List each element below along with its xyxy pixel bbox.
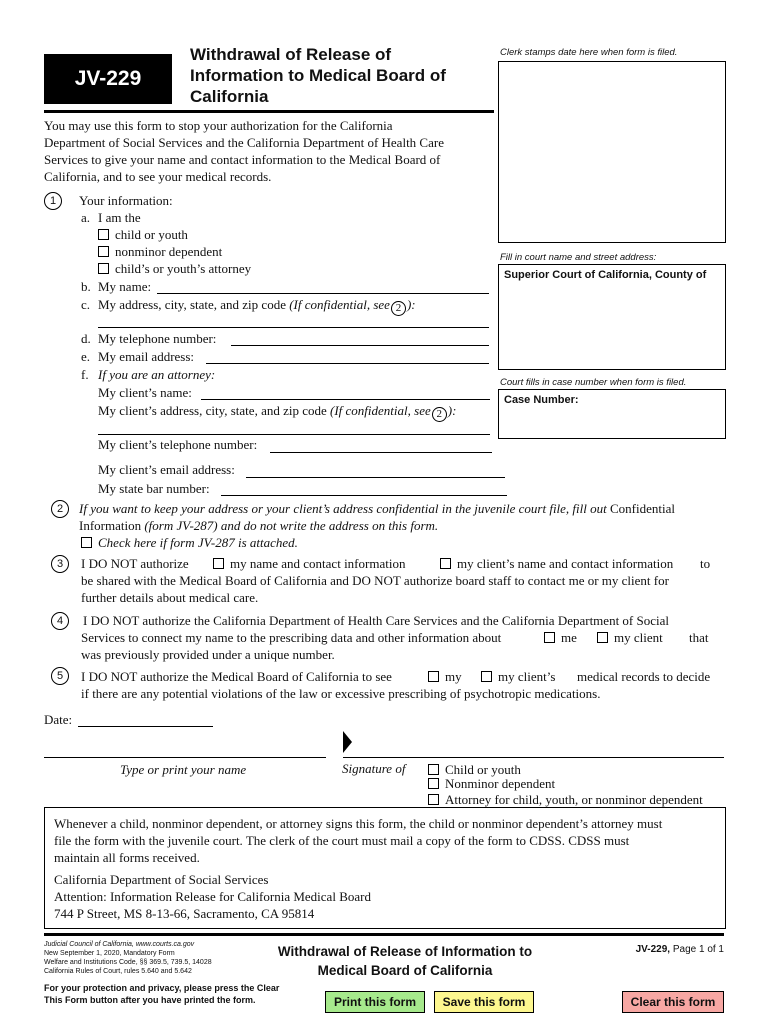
clear-form-button[interactable]: Clear this form — [622, 991, 724, 1013]
client-address-text: My client’s address, city, state, and zip code — [98, 403, 327, 418]
checkbox[interactable] — [428, 794, 439, 805]
option-label: my name and contact information — [230, 556, 406, 571]
confidential-note: (If confidential, see — [330, 403, 431, 418]
section-2-number: 2 — [51, 500, 69, 518]
clerk-stamp-label: Clerk stamps date here when form is filed. — [500, 47, 678, 58]
option-label: me — [561, 630, 577, 645]
notice-line: file the form with the juvenile court. The clerk of the court must mail a copy of the form to CDSS. CDSS must — [54, 833, 630, 848]
section-3-text-end: to — [700, 556, 711, 571]
signature-field[interactable] — [343, 757, 724, 758]
item-f-letter: f. — [81, 367, 89, 382]
section-2-line-1 — [79, 500, 675, 517]
checkbox[interactable] — [98, 229, 109, 240]
intro-line: Department of Social Services and the California Department of Health Care — [44, 135, 444, 150]
section-4-line-1: I DO NOT authorize the California Department of Health Care Services and the California Department of Social — [83, 613, 670, 628]
date-field[interactable] — [78, 726, 213, 727]
section-3-line-2: be shared with the Medical Board of California and DO NOT authorize board staff to contact me or my client for — [81, 573, 669, 588]
page-indicator — [600, 944, 724, 955]
my-email-label: My email address: — [98, 349, 195, 364]
role-attorney[interactable] — [428, 791, 703, 808]
section-ref-circle: 2 — [432, 407, 447, 422]
option-my-client[interactable] — [597, 629, 663, 646]
client-email-field[interactable] — [246, 477, 505, 478]
section-2-instruction-cont: (form JV-287) and do not write the address on this form. — [144, 518, 439, 533]
section-4-line-2: Services to connect my name to the prescribing data and other information about — [81, 630, 502, 645]
item-b-letter: b. — [81, 279, 91, 294]
intro-line: You may use this form to stop your authorization for the California — [44, 118, 393, 133]
section-3-line-3: further details about medical care. — [81, 590, 259, 605]
option-client-name-contact[interactable] — [440, 555, 673, 572]
checkbox[interactable] — [597, 632, 608, 643]
section-5-text-start: I DO NOT authorize the Medical Board of California to see — [81, 669, 392, 684]
intro-text — [44, 117, 484, 185]
header-divider — [44, 110, 494, 113]
checkbox[interactable] — [98, 263, 109, 274]
client-address-label — [98, 402, 456, 422]
my-phone-label: My telephone number: — [98, 331, 217, 346]
my-phone-field[interactable] — [231, 345, 489, 346]
item-a-letter: a. — [81, 210, 91, 225]
notice-line: Whenever a child, nonminor dependent, or attorney signs this form, the child or nonminor dependent’s attorney must — [54, 816, 663, 831]
option-label: my — [445, 669, 462, 684]
section-4-line-3: was previously provided under a unique number. — [81, 647, 335, 662]
client-email-label: My client’s email address: — [98, 462, 235, 477]
sign-here-arrow-icon — [343, 731, 352, 753]
checkbox[interactable] — [440, 558, 451, 569]
section-4-number: 4 — [51, 612, 69, 630]
notice-box — [44, 807, 726, 929]
date-label: Date: — [44, 712, 73, 727]
court-name-box[interactable] — [498, 264, 726, 370]
section-2-form-name-cont: Information — [79, 518, 142, 533]
option-label: Child or youth — [445, 762, 521, 777]
item-a-label: I am the — [98, 210, 141, 225]
checkbox[interactable] — [544, 632, 555, 643]
form-number-badge: JV-229 — [44, 54, 172, 104]
section-2-form-name: Confidential — [610, 501, 675, 516]
checkbox[interactable] — [428, 764, 439, 775]
option-label: child or youth — [115, 227, 188, 242]
option-label: Nonminor dependent — [445, 776, 556, 791]
checkbox[interactable] — [428, 671, 439, 682]
section-2-instruction: If you want to keep your address or your client’s address confidential in the juvenile court file, fill out — [79, 501, 607, 516]
item-d-letter: d. — [81, 331, 91, 346]
bar-number-field[interactable] — [221, 495, 507, 496]
intro-line: California, and to see your medical records. — [44, 169, 272, 184]
confidential-note: (If confidential, see — [289, 297, 390, 312]
privacy-line: For your protection and privacy, please press the Clear — [44, 983, 280, 993]
client-address-field[interactable] — [98, 434, 490, 435]
section-5-tail: medical records to decide — [577, 669, 711, 684]
case-number-box[interactable] — [498, 389, 726, 439]
form-title-line: Information to Medical Board of — [190, 66, 446, 85]
footer-divider — [44, 933, 724, 936]
cdss-address — [54, 871, 725, 922]
form-title-line: California — [190, 87, 269, 106]
option-label: my client’s — [498, 669, 556, 684]
option-child-or-youth[interactable] — [98, 226, 188, 243]
client-name-label: My client’s name: — [98, 385, 192, 400]
section-5-number: 5 — [51, 667, 69, 685]
notice-line: maintain all forms received. — [54, 850, 200, 865]
option-my-records[interactable] — [428, 668, 462, 685]
option-label: my client — [614, 630, 663, 645]
jv287-attached-option[interactable] — [81, 534, 298, 551]
option-me[interactable] — [544, 629, 577, 646]
address-line: 744 P Street, MS 8-13-66, Sacramento, CA 95814 — [54, 906, 315, 921]
bar-number-label: My state bar number: — [98, 481, 210, 496]
section-3-number: 3 — [51, 555, 69, 573]
confidential-note-close: ): — [406, 297, 416, 312]
my-address-text: My address, city, state, and zip code — [98, 297, 286, 312]
signature-caption: Signature of — [342, 761, 406, 776]
footer-title — [250, 942, 560, 980]
client-phone-label: My client’s telephone number: — [98, 437, 258, 452]
item-c-letter: c. — [81, 297, 91, 312]
intro-line: Services to give your name and contact information to the Medical Board of — [44, 152, 441, 167]
printed-name-caption: Type or print your name — [120, 762, 247, 777]
my-name-field[interactable] — [157, 293, 489, 294]
checkbox[interactable] — [428, 778, 439, 789]
save-form-button[interactable]: Save this form — [434, 991, 534, 1013]
my-email-field[interactable] — [206, 363, 489, 364]
notice-paragraph — [54, 815, 725, 866]
section-1-number: 1 — [44, 192, 62, 210]
section-4-tail: that — [689, 630, 709, 645]
option-attorney[interactable] — [98, 260, 251, 277]
item-e-letter: e. — [81, 349, 91, 364]
attorney-label: If you are an attorney: — [98, 367, 216, 382]
option-client-records[interactable] — [481, 668, 555, 685]
option-label: Check here if form JV-287 is attached. — [98, 535, 298, 550]
client-phone-field[interactable] — [270, 452, 492, 453]
footer-title-line: Medical Board of California — [317, 963, 493, 978]
court-label: Fill in court name and street address: — [500, 252, 657, 263]
footer-title-line: Withdrawal of Release of Information to — [277, 944, 533, 959]
privacy-notice — [44, 982, 279, 1006]
privacy-line: This Form button after you have printed the form. — [44, 995, 256, 1005]
form-title-line: Withdrawal of Release of — [190, 45, 392, 64]
court-name-label: Superior Court of California, County of — [504, 269, 707, 281]
option-label: Attorney for child, youth, or nonminor dependent — [445, 792, 703, 807]
checkbox[interactable] — [213, 558, 224, 569]
option-label: my client’s name and contact information — [457, 556, 674, 571]
case-number-label: Case Number: — [504, 394, 579, 406]
section-1-heading: Your information: — [79, 193, 173, 208]
option-label: child’s or youth’s attorney — [115, 261, 252, 276]
page-number: Page 1 of 1 — [672, 944, 724, 955]
option-label: nonminor dependent — [115, 244, 223, 259]
footer-citations — [44, 940, 212, 976]
checkbox[interactable] — [81, 537, 92, 548]
address-line: California Department of Social Services — [54, 872, 269, 887]
my-address-label — [98, 296, 416, 316]
my-address-field[interactable] — [98, 327, 489, 328]
form-title — [190, 44, 490, 107]
confidential-note-close: ): — [447, 403, 457, 418]
option-nonminor-dependent[interactable] — [98, 243, 222, 260]
citation-line: New September 1, 2020, Mandatory Form — [44, 950, 175, 957]
section-5-line-2: if there are any potential violations of the law or excessive prescribing of psychotropic medications. — [81, 686, 601, 701]
address-line: Attention: Information Release for California Medical Board — [54, 889, 371, 904]
citation-line: Judicial Council of California, www.courts.ca.gov — [44, 941, 195, 948]
my-name-label: My name: — [98, 279, 152, 294]
client-name-field[interactable] — [201, 399, 490, 400]
citation-line: California Rules of Court, rules 5.640 and 5.642 — [44, 968, 192, 975]
section-2-line-2 — [79, 517, 438, 534]
print-form-button[interactable]: Print this form — [325, 991, 425, 1013]
section-ref-circle: 2 — [391, 301, 406, 316]
checkbox[interactable] — [98, 246, 109, 257]
citation-line: Welfare and Institutions Code, §§ 369.5, 739.5, 14028 — [44, 959, 212, 966]
section-3-text-start: I DO NOT authorize — [81, 556, 189, 571]
printed-name-field[interactable] — [44, 757, 326, 758]
option-my-name-contact[interactable] — [213, 555, 405, 572]
role-nonminor-dependent[interactable] — [428, 775, 555, 792]
clerk-stamp-box[interactable] — [498, 61, 726, 243]
checkbox[interactable] — [481, 671, 492, 682]
case-label: Court fills in case number when form is filed. — [500, 377, 687, 388]
footer-form-number: JV-229, — [635, 944, 671, 955]
